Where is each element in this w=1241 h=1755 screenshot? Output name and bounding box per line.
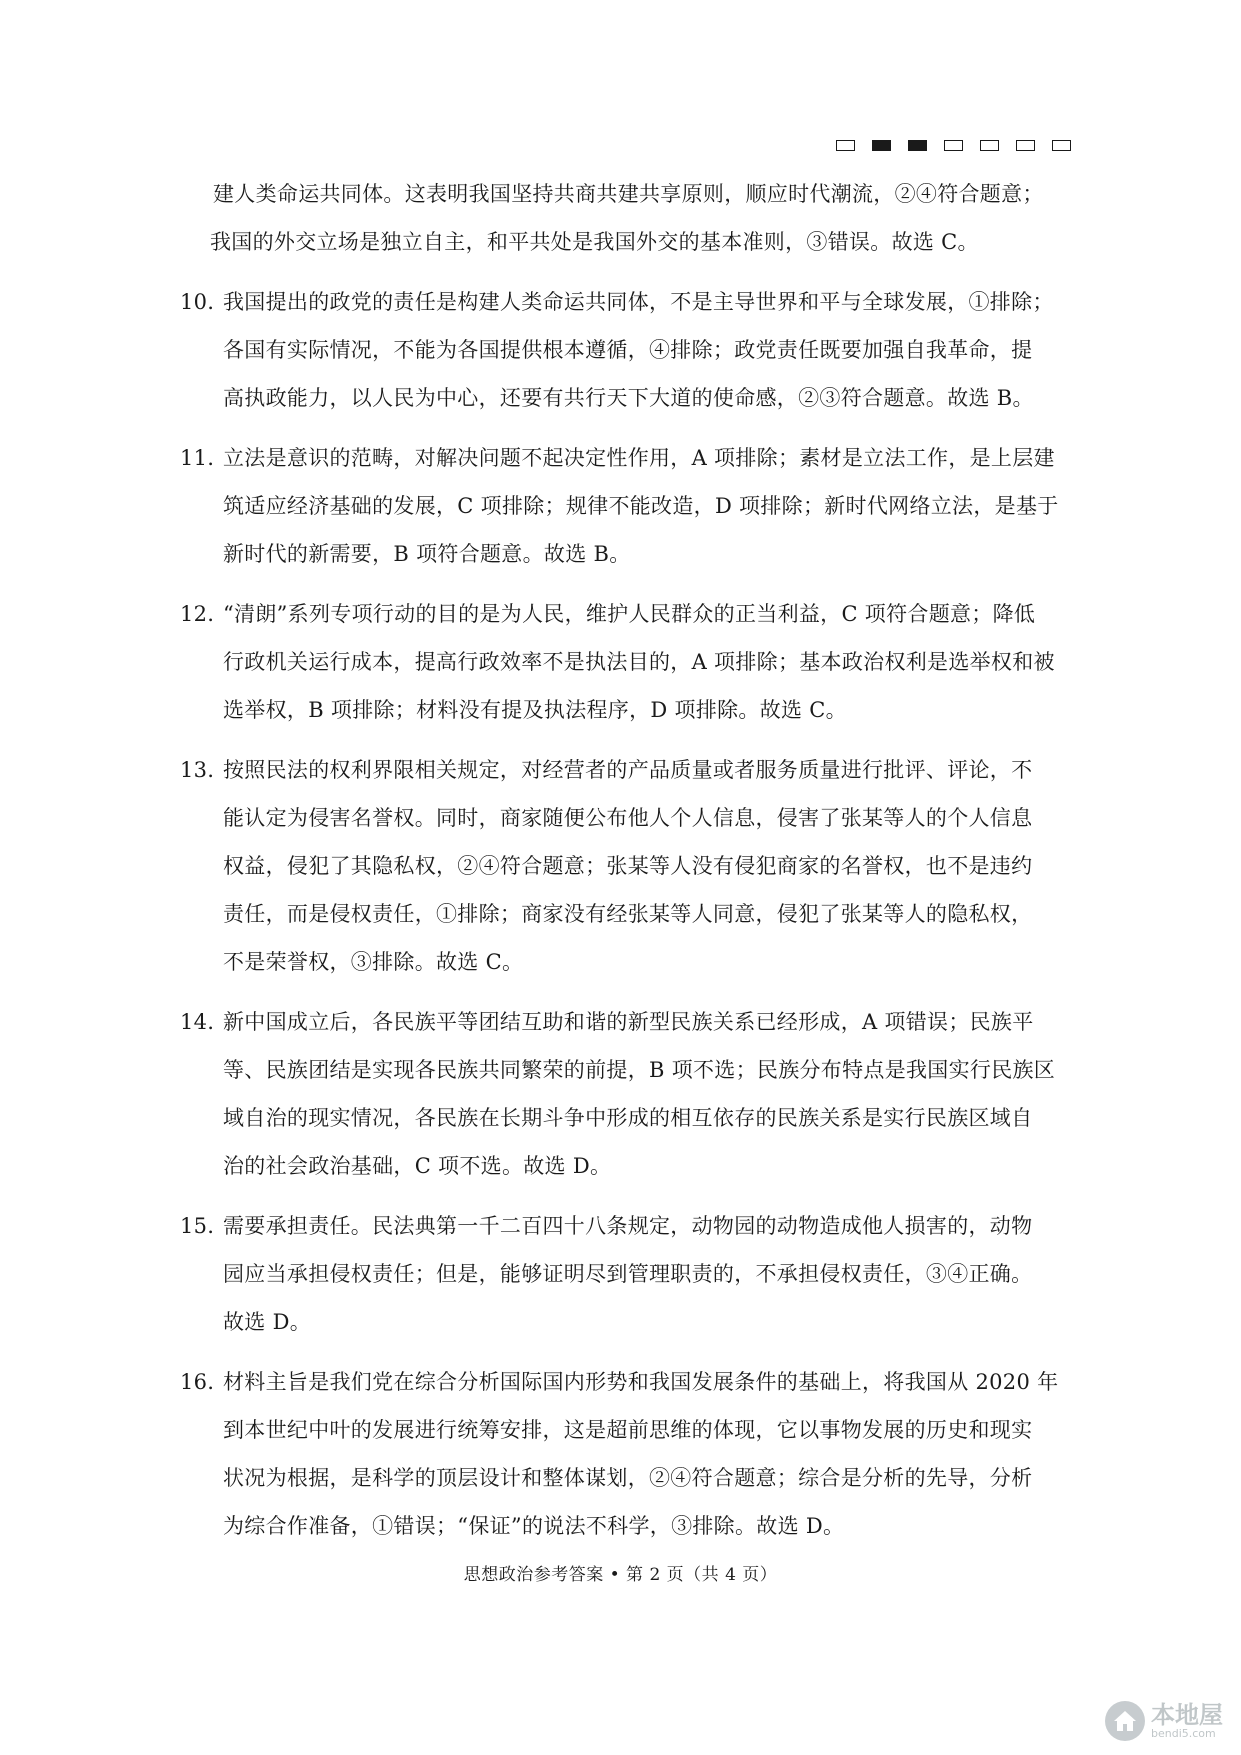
text-line: 各国有实际情况，不能为各国提供根本遵循，④排除；政党责任既要加强自我革命，提 [223, 338, 1033, 362]
text-line: 为综合作准备，①错误；“保证”的说法不科学，③排除。故选 D。 [223, 1514, 845, 1538]
text-line: 园应当承担侵权责任；但是，能够证明尽到管理职责的，不承担侵权责任，③④正确。 [223, 1262, 1033, 1286]
page-marker-3 [944, 140, 963, 151]
page-marker-5 [1016, 140, 1035, 151]
text-line: 新中国成立后，各民族平等团结互助和谐的新型民族关系已经形成，A 项错误；民族平 [223, 1010, 1034, 1034]
page-marker-6 [1052, 140, 1071, 151]
house-icon [1105, 1701, 1145, 1741]
text-line: 到本世纪中叶的发展进行统筹安排，这是超前思维的体现，它以事物发展的历史和现实 [223, 1418, 1033, 1442]
text-line: 故选 D。 [223, 1310, 312, 1334]
text-line: “清朗”系列专项行动的目的是为人民，维护人民群众的正当利益，C 项符合题意；降低 [223, 602, 1036, 626]
item-number: 13． [180, 758, 229, 782]
item-number: 12． [180, 602, 229, 626]
text-line: 我国提出的政党的责任是构建人类命运共同体，不是主导世界和平与全球发展，①排除； [223, 290, 1054, 314]
text-line: 等、民族团结是实现各民族共同繁荣的前提，B 项不选；民族分布特点是我国实行民族区 [223, 1058, 1056, 1082]
text-line: 不是荣誉权，③排除。故选 C。 [223, 950, 524, 974]
watermark-url: bendi5.com [1151, 1727, 1216, 1740]
text-line: 需要承担责任。民法典第一千二百四十八条规定，动物园的动物造成他人损害的，动物 [223, 1214, 1033, 1238]
page-marker-1 [872, 140, 891, 151]
answer-item-14 [180, 998, 1075, 1190]
page-marker-strip [836, 140, 1071, 151]
item-number: 10． [180, 290, 229, 314]
answer-item-12 [180, 590, 1075, 734]
text-line: 能认定为侵害名誉权。同时，商家随便公布他人个人信息，侵害了张某等人的个人信息 [223, 806, 1033, 830]
item-number: 14． [180, 1010, 229, 1034]
text-line: 域自治的现实情况，各民族在长期斗争中形成的相互依存的民族关系是实行民族区域自 [223, 1106, 1033, 1130]
page-marker-0 [836, 140, 855, 151]
text-line: 材料主旨是我们党在综合分析国际国内形势和我国发展条件的基础上，将我国从 2020 年 [223, 1370, 1059, 1394]
text-line: 我国的外交立场是独立自主，和平共处是我国外交的基本准则，③错误。故选 C。 [210, 230, 979, 254]
text-line: 责任，而是侵权责任，①排除；商家没有经张某等人同意，侵犯了张某等人的隐私权， [223, 902, 1033, 926]
answer-content [180, 170, 1075, 1550]
answer-item-10 [180, 278, 1075, 422]
text-line: 立法是意识的范畴，对解决问题不起决定性作用，A 项排除；素材是立法工作，是上层建 [223, 446, 1055, 470]
watermark-title: 本地屋 [1151, 1701, 1223, 1729]
text-line: 行政机关运行成本，提高行政效率不是执法目的，A 项排除；基本政治权利是选举权和被 [223, 650, 1055, 674]
answer-item-15 [180, 1202, 1075, 1346]
text-line: 筑适应经济基础的发展，C 项排除；规律不能改造，D 项排除；新时代网络立法，是基于 [223, 494, 1059, 518]
text-line: 权益，侵犯了其隐私权，②④符合题意；张某等人没有侵犯商家的名誉权，也不是违约 [223, 854, 1033, 878]
page-marker-2 [908, 140, 927, 151]
text-line: 治的社会政治基础，C 项不选。故选 D。 [223, 1154, 612, 1178]
answer-item-11 [180, 434, 1075, 578]
text-line: 新时代的新需要，B 项符合题意。故选 B。 [223, 542, 631, 566]
answer-item-13 [180, 746, 1075, 986]
page-marker-4 [980, 140, 999, 151]
item-number: 16． [180, 1370, 229, 1394]
text-line: 选举权，B 项排除；材料没有提及执法程序，D 项排除。故选 C。 [223, 698, 847, 722]
text-line: 高执政能力，以人民为中心，还要有共行天下大道的使命感，②③符合题意。故选 B。 [223, 386, 1034, 410]
text-line: 建人类命运共同体。这表明我国坚持共商共建共享原则，顺应时代潮流，②④符合题意； [213, 182, 1044, 206]
item-number: 15． [180, 1214, 229, 1238]
page-footer: 思想政治参考答案 • 第 2 页（共 4 页） [463, 1565, 778, 1585]
item-number: 11． [180, 446, 229, 470]
answer-item-16 [180, 1358, 1075, 1550]
site-watermark [1105, 1701, 1223, 1741]
text-line: 状况为根据，是科学的顶层设计和整体谋划，②④符合题意；综合是分析的先导，分析 [223, 1466, 1033, 1490]
carryover-paragraph [180, 170, 1075, 266]
text-line: 按照民法的权利界限相关规定，对经营者的产品质量或者服务质量进行批评、评论，不 [223, 758, 1033, 782]
